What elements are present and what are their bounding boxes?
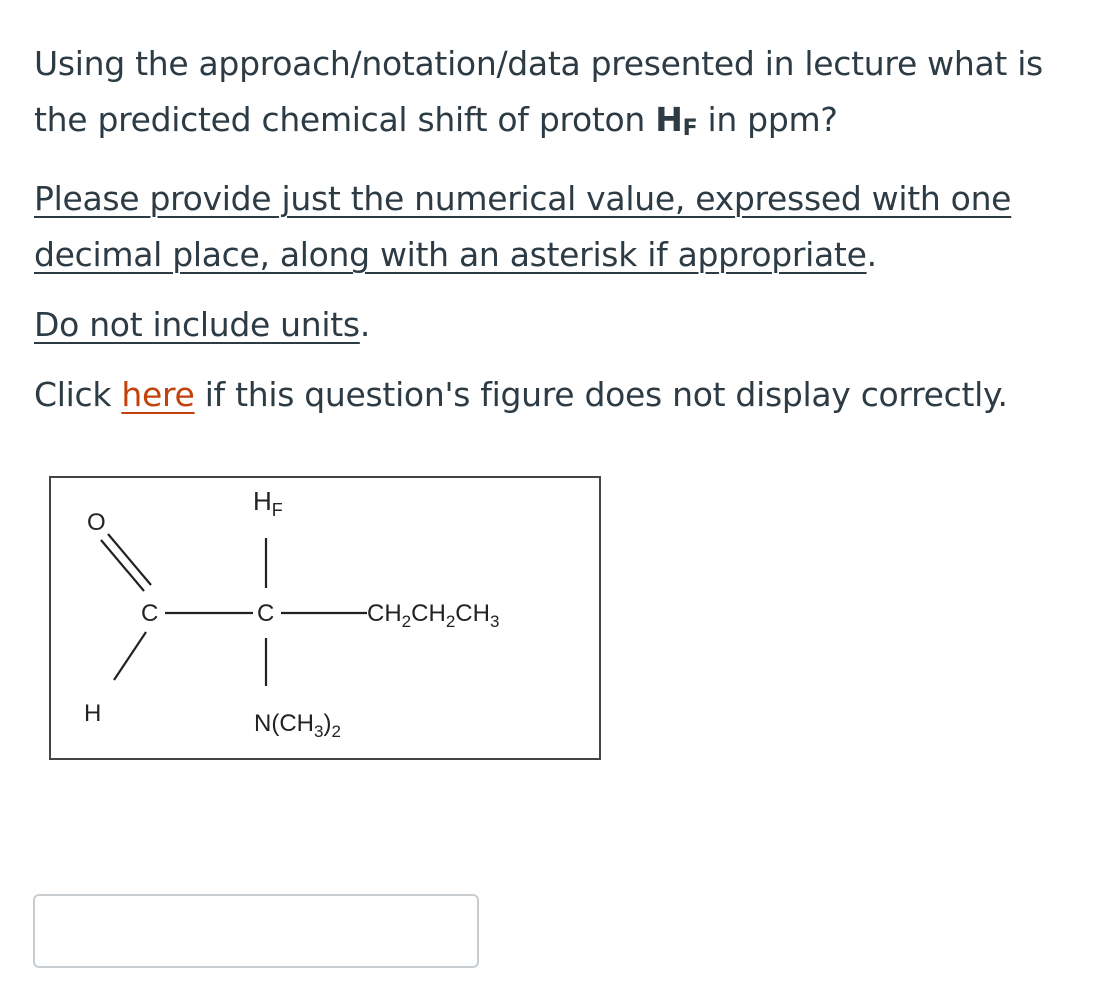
answer-input[interactable] bbox=[33, 894, 479, 968]
molecule-structure bbox=[51, 478, 603, 762]
units-note: Do not include units. bbox=[34, 305, 371, 344]
aldehyde-h-bond bbox=[114, 632, 146, 680]
question-content bbox=[34, 36, 1074, 437]
alpha-carbon: C bbox=[257, 600, 275, 627]
figure-help-text: Click here if this question's figure does not display correctly. bbox=[34, 375, 1008, 414]
oxygen-atom: O bbox=[87, 509, 106, 536]
double-bond-line-1 bbox=[101, 540, 144, 591]
hf-proton-label: $H_F$ bbox=[253, 486, 283, 520]
dimethylamino-group: $N(CH_3)_2$ bbox=[254, 710, 341, 741]
aldehyde-hydrogen: H bbox=[84, 700, 102, 727]
double-bond-line-2 bbox=[108, 534, 151, 585]
question-text: Using the approach/notation/data presented in lecture what is the predicted chemical shift of proton $H_F$ in ppm? bbox=[34, 44, 1043, 141]
here-link[interactable]: here bbox=[121, 375, 195, 414]
propyl-chain: $CH_2CH_2CH_3$ bbox=[367, 600, 500, 631]
proton-label: $H_F$ bbox=[655, 100, 698, 141]
instruction-text: Please provide just the numerical value, expressed with one decimal place, along with an asterisk if appropriate. bbox=[34, 179, 1012, 274]
carbonyl-carbon: C bbox=[141, 600, 159, 627]
molecule-figure bbox=[49, 476, 601, 760]
